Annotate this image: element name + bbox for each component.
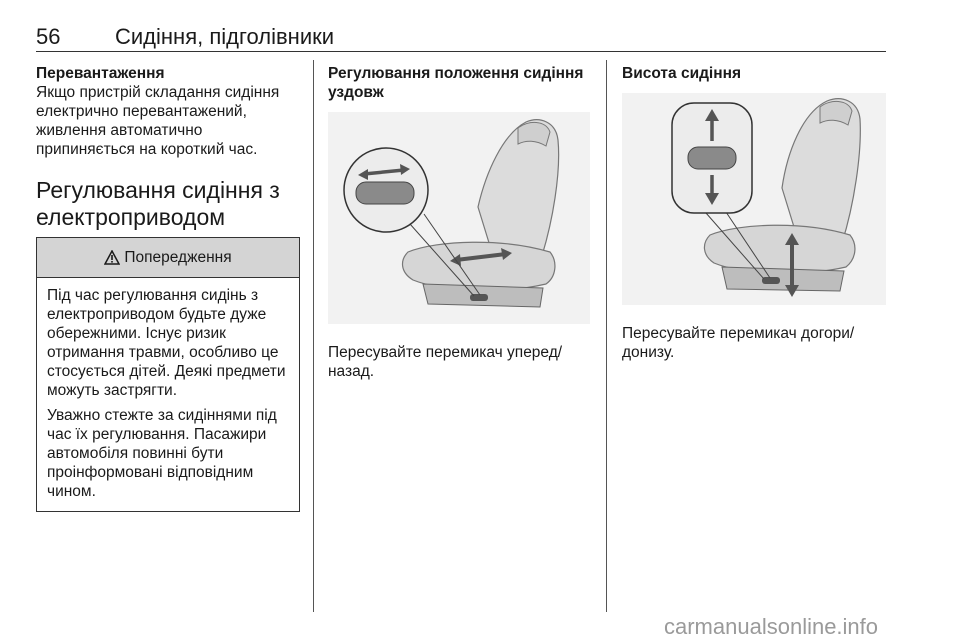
page-number: 56 — [36, 24, 61, 49]
watermark: carmanualsonline.info — [664, 614, 879, 639]
column-right — [622, 64, 886, 362]
warning-paragraph-2: Уважно стежте за сидіннями під час їх регулювання. Пасажири автомобіля повинні бути проінформовані відповідним чином. — [47, 407, 277, 500]
overload-text: Якщо пристрій складання сидіння електрично перевантажений, живлення автоматично припиняється на короткий час. — [36, 84, 280, 158]
page-title: Сидіння, підголівники — [115, 24, 335, 49]
column-divider — [313, 60, 314, 612]
column-middle — [328, 64, 590, 381]
column-left — [36, 64, 300, 512]
warning-body — [37, 278, 299, 511]
seat-height-heading: Висота сидіння — [622, 65, 742, 82]
column-divider — [606, 60, 607, 612]
page-header — [36, 24, 886, 54]
fore-aft-heading: Регулювання положення сидіння уздовж — [328, 65, 584, 101]
seat-height-caption: Пересувайте перемикач догори/донизу. — [622, 325, 855, 361]
warning-title: Попередження — [124, 248, 232, 266]
fore-aft-caption: Пересувайте перемикач уперед/назад. — [328, 344, 563, 380]
overload-heading: Перевантаження — [36, 65, 165, 82]
seat-fore-aft-illustration — [328, 112, 590, 324]
warning-header — [37, 238, 299, 278]
seat-height-illustration — [622, 93, 886, 305]
warning-paragraph-1: Під час регулювання сидінь з електроприводом будьте дуже обережними. Існує ризик отримання травми, особливо це стосується дітей. Деякі предмети можуть застрягти. — [47, 287, 286, 399]
warning-triangle-icon — [104, 250, 120, 265]
section-heading: Регулювання сидіння з електроприводом — [36, 177, 280, 230]
header-rule — [36, 51, 886, 52]
warning-box — [36, 237, 300, 512]
